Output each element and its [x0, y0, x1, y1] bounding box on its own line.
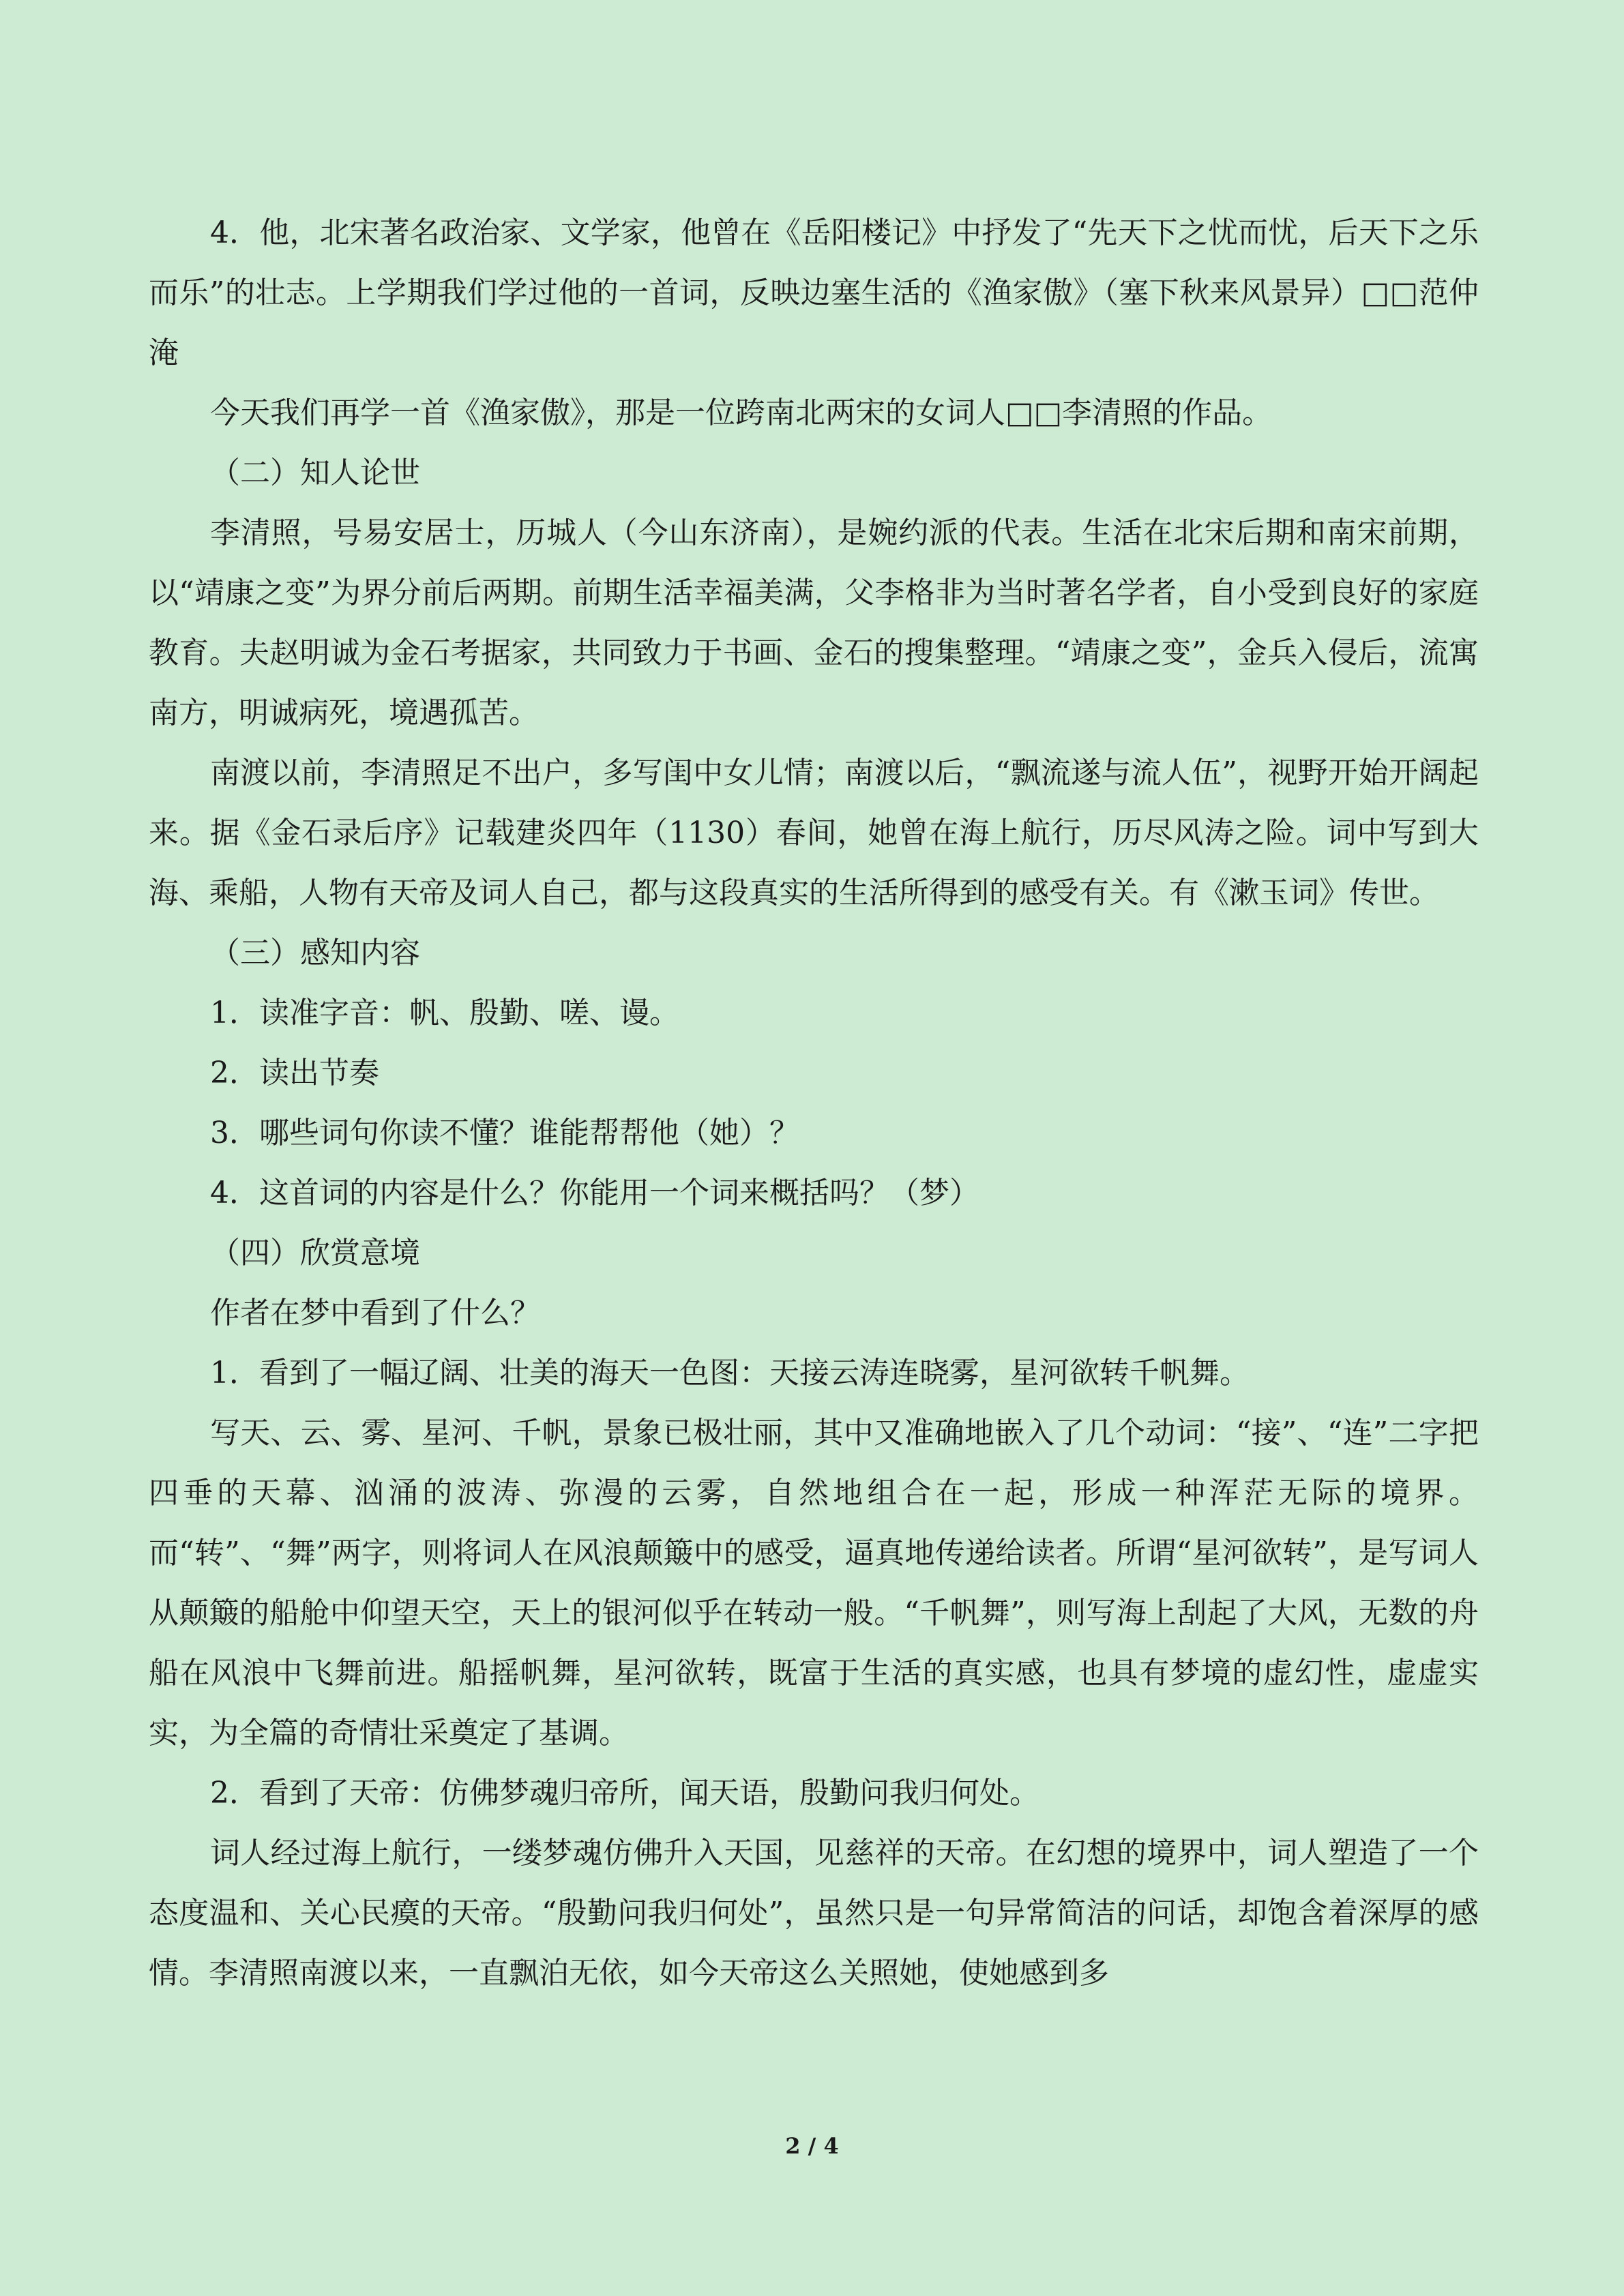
- section-heading: （二）知人论世: [210, 456, 420, 490]
- list-item: 1．看到了一幅辽阔、壮美的海天一色图：天接云涛连晓雾，星河欲转千帆舞。: [210, 1356, 1250, 1390]
- paragraph: 4．他，北宋著名政治家、文学家，他曾在《岳阳楼记》中抒发了“先天下之忧而忧，后天下之乐而乐”的壮志。上学期我们学过他的一首词，反映边塞生活的《渔家傲》（塞下秋来风景异）□□范仲淹: [149, 215, 1479, 370]
- paragraph: 词人经过海上航行，一缕梦魂仿佛升入天国，见慈祥的天帝。在幻想的境界中，词人塑造了一个态度温和、关心民瘼的天帝。“殷勤问我归何处”，虽然只是一句异常简洁的问话，却饱含着深厚的感情。李清照南渡以来，一直飘泊无依，如今天帝这么关照她，使她感到多: [149, 1836, 1479, 1991]
- section-heading: （三）感知内容: [210, 936, 420, 970]
- document-body: [149, 203, 1479, 2003]
- paragraph: 今天我们再学一首《渔家傲》，那是一位跨南北两宋的女词人□□李清照的作品。: [210, 396, 1273, 430]
- paragraph: 李清照，号易安居士，历城人（今山东济南），是婉约派的代表。生活在北宋后期和南宋前期，以“靖康之变”为界分前后两期。前期生活幸福美满，父李格非为当时著名学者，自小受到良好的家庭教育。夫赵明诚为金石考据家，共同致力于书画、金石的搜集整理。“靖康之变”，金兵入侵后，流寓南方，明诚病死，境遇孤苦。: [149, 516, 1479, 730]
- list-item: 4．这首词的内容是什么？你能用一个词来概括吗？（梦）: [210, 1176, 979, 1210]
- list-item: 2．看到了天帝：仿佛梦魂归帝所，闻天语，殷勤问我归何处。: [210, 1776, 1039, 1810]
- paragraph: 南渡以前，李清照足不出户，多写闺中女儿情；南渡以后，“飘流遂与流人伍”，视野开始开阔起来。据《金石录后序》记载建炎四年（1130）春间，她曾在海上航行，历尽风涛之险。词中写到大海、乘船，人物有天帝及词人自己，都与这段真实的生活所得到的感受有关。有《漱玉词》传世。: [149, 756, 1479, 910]
- list-item: 3．哪些词句你读不懂？谁能帮帮他（她）？: [210, 1116, 799, 1150]
- paragraph: 作者在梦中看到了什么？: [210, 1296, 540, 1330]
- page-number: 2 / 4: [785, 2133, 839, 2159]
- paragraph: 写天、云、雾、星河、千帆，景象已极壮丽，其中又准确地嵌入了几个动词：“接”、“连”二字把四垂的天幕、汹涌的波涛、弥漫的云雾，自然地组合在一起，形成一种浑茫无际的境界。而“转”、“舞”两字，则将词人在风浪颠簸中的感受，逼真地传递给读者。所谓“星河欲转”，是写词人从颠簸的船舱中仰望天空，天上的银河似乎在转动一般。“千帆舞”，则写海上刮起了大风，无数的舟船在风浪中飞舞前进。船摇帆舞，星河欲转，既富于生活的真实感，也具有梦境的虚幻性，虚虚实实，为全篇的奇情壮采奠定了基调。: [149, 1416, 1479, 1750]
- list-item: 1．读准字音：帆、殷勤、嗟、谩。: [210, 996, 679, 1030]
- section-heading: （四）欣赏意境: [210, 1236, 420, 1270]
- list-item: 2．读出节奏: [210, 1056, 379, 1090]
